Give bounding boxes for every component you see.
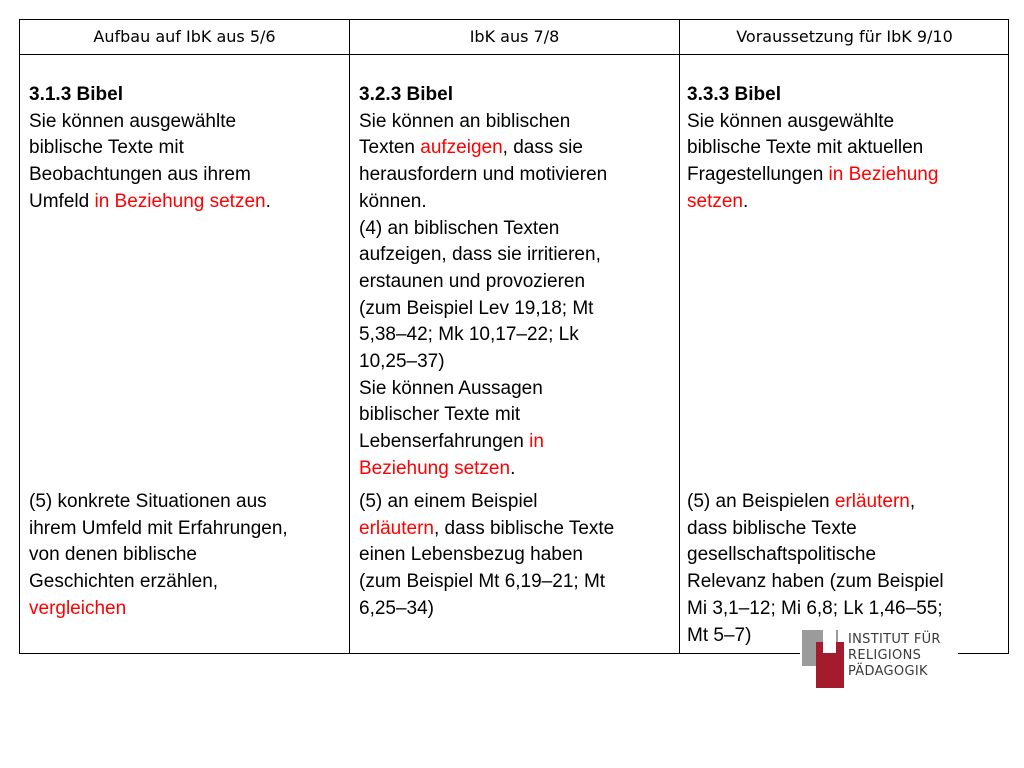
col3-period: .	[742, 190, 749, 212]
column-divider	[349, 20, 350, 653]
col2-text-fragment: Texten	[359, 137, 421, 159]
col3-text-line: Sie können ausgewählte	[687, 110, 895, 132]
col2-text-line: können.	[359, 190, 427, 212]
col1-text-line: biblische Texte mit	[29, 137, 184, 159]
col1-item5-block	[29, 489, 347, 623]
col2-item4-line: (4) an biblischen Texten	[359, 217, 560, 239]
col1-item5-line: ihrem Umfeld mit Erfahrungen,	[29, 517, 288, 539]
col2-text-line: biblischer Texte mit	[359, 404, 521, 426]
col2-item4-line: 10,25–37)	[359, 351, 445, 373]
col3-intro-block	[687, 82, 1005, 216]
header-col-2: IbK aus 7/8	[469, 27, 560, 46]
col2-text-fragment: , dass biblische Texte	[434, 517, 615, 539]
column-3	[687, 80, 1005, 646]
col2-text-line	[359, 456, 677, 483]
col1-item5-red-term: vergleichen	[29, 597, 127, 619]
col3-item5-line: Mi 3,1–12; Mi 6,8; Lk 1,46–55;	[687, 597, 943, 619]
col2-item5-line: (5) an einem Beispiel	[359, 491, 538, 512]
col1-text-line: Beobachtungen aus ihrem	[29, 164, 251, 186]
col3-red-term: in Beziehung	[828, 164, 939, 186]
logo-line: INSTITUT FÜR	[848, 632, 941, 647]
col2-title: 3.2.3 Bibel	[359, 84, 453, 105]
header-col-3: Voraussetzung für IbK 9/10	[736, 27, 953, 46]
logo-line: RELIGIONS	[848, 648, 922, 663]
col2-text-line: Sie können an biblischen	[359, 110, 571, 132]
col2-item4-line: erstaunen und provozieren	[359, 270, 586, 292]
column-1	[29, 80, 347, 640]
col3-text-fragment: ,	[909, 491, 916, 512]
col2-red-term: in	[529, 431, 544, 453]
col2-text-line	[359, 429, 677, 456]
col3-text-line	[687, 162, 1005, 189]
col1-period: .	[265, 190, 271, 212]
col2-intro-block	[359, 82, 677, 483]
col2-text-line	[359, 135, 677, 162]
col1-text-line	[29, 189, 347, 216]
col3-item5-red-term: erläutern	[834, 491, 910, 512]
col2-text-line: Sie können Aussagen	[359, 377, 543, 399]
logo-line: PÄDAGOGIK	[848, 664, 928, 679]
col2-item5-red-term: erläutern	[359, 517, 434, 539]
col1-red-term: in Beziehung setzen	[94, 190, 266, 212]
col2-text-line: herausfordern und motivieren	[359, 164, 608, 186]
col2-text-fragment: , dass sie	[502, 137, 583, 159]
col3-text-fragment: (5) an Beispielen	[687, 491, 835, 512]
institute-logo	[800, 626, 958, 688]
col3-item5-line: gesellschaftspolitische	[687, 544, 877, 566]
col2-item5-block	[359, 489, 677, 623]
col2-item5-line: einen Lebensbezug haben	[359, 544, 583, 566]
col1-title: 3.1.3 Bibel	[29, 84, 123, 105]
logo-text	[848, 632, 941, 680]
col3-title: 3.3.3 Bibel	[687, 84, 781, 105]
col2-period: .	[510, 457, 516, 479]
col2-item5-line: 6,25–34)	[359, 597, 435, 619]
col3-item5-line: dass biblische Texte	[687, 517, 857, 539]
col1-item5-line: von denen biblische	[29, 544, 197, 566]
col2-item4-line: (zum Beispiel Lev 19,18; Mt	[359, 297, 594, 319]
col1-intro-block	[29, 82, 347, 216]
col2-item4-line: aufzeigen, dass sie irritieren,	[359, 244, 601, 266]
col3-text-fragment: Fragestellungen	[687, 164, 829, 186]
comparison-table	[19, 19, 1009, 654]
col2-text-fragment: Lebenserfahrungen	[359, 431, 530, 453]
header-divider	[20, 54, 1008, 55]
col3-item5-line: Relevanz haben (zum Beispiel	[687, 571, 944, 593]
logo-white-cut	[823, 630, 836, 653]
header-col-1: Aufbau auf IbK aus 5/6	[93, 27, 276, 46]
col3-item5-line: Mt 5–7)	[687, 624, 752, 646]
col1-item5-line: Geschichten erzählen,	[29, 571, 219, 593]
col2-red-term: Beziehung setzen	[359, 457, 511, 479]
col1-text-line: Sie können ausgewählte	[29, 110, 237, 132]
col2-red-term: aufzeigen	[420, 137, 503, 159]
column-2	[359, 80, 677, 640]
col1-item5-line: (5) konkrete Situationen aus	[29, 491, 267, 512]
col3-item5-line	[687, 489, 1005, 516]
col3-text-line	[687, 189, 1005, 216]
column-divider	[679, 20, 680, 653]
col2-item5-line: (zum Beispiel Mt 6,19–21; Mt	[359, 571, 606, 593]
col3-text-line: biblische Texte mit aktuellen	[687, 137, 924, 159]
col2-item4-line: 5,38–42; Mk 10,17–22; Lk	[359, 324, 579, 346]
col2-item5-line	[359, 516, 677, 543]
col3-red-term: setzen	[687, 190, 743, 212]
col1-text-fragment: Umfeld	[29, 190, 95, 212]
